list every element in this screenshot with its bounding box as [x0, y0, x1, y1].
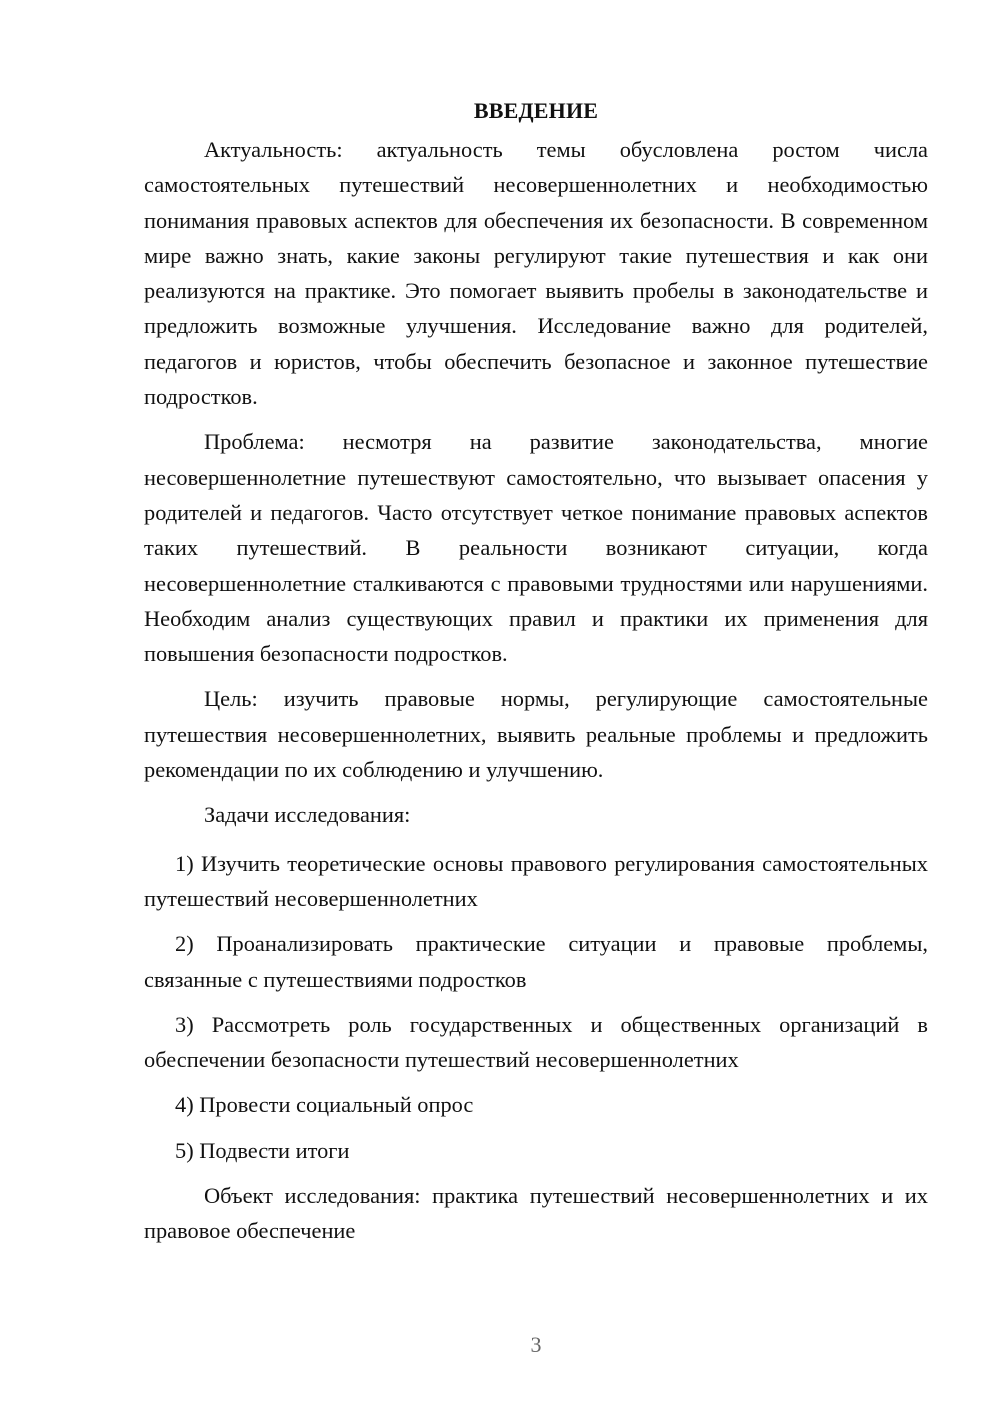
paragraph-problem: Проблема: несмотря на развитие законодательства, многие несовершеннолетние путешествуют самостоятельно, что вызывает опасения у родителей и педагогов. Часто отсутствует четкое понимание правовых аспектов таких путешествий. В реальности возникают ситуации, когда несовершеннолетние сталкиваются с правовыми трудностями или нарушениями. Необходим анализ существующих правил и практики их применения для повышения безопасности подростков. [144, 429, 928, 667]
tasks-heading: Задачи исследования: [204, 802, 411, 828]
task-item-3: 3) Рассмотреть роль государственных и общественных организаций в обеспечении безопасности путешествий несовершеннолетних [144, 1011, 928, 1073]
page-number: 3 [530, 1332, 542, 1357]
task-item-2: 2) Проанализировать практические ситуации и правовые проблемы, связанные с путешествиями подростков [144, 931, 928, 992]
task-item-4: 4) Провести социальный опрос [175, 1092, 474, 1118]
task-item-5: 5) Подвести итоги [175, 1137, 350, 1163]
document-page [144, 93, 928, 1259]
paragraph-goal: Цель: изучить правовые нормы, регулирующие самостоятельные путешествия несовершеннолетних, выявить реальные проблемы и предложить рекомендации по их соблюдению и улучшению. [144, 686, 928, 783]
paragraph-object: Объект исследования: практика путешествий несовершеннолетних и их правовое обеспечение [144, 1183, 928, 1244]
paragraph-relevance: Актуальность: актуальность темы обусловлена ростом числа самостоятельных путешествий несовершеннолетних и необходимостью понимания правовых аспектов для обеспечения их безопасности. В современном мире важно знать, какие законы регулируют такие путешествия и как они реализуются на практике. Это помогает выявить пробелы в законодательстве и предложить возможные улучшения. Исследование важно для родителей, педагогов и юристов, чтобы обеспечить безопасное и законное путешествие подростков. [144, 137, 928, 410]
section-title: ВВЕДЕНИЕ [473, 98, 599, 123]
task-item-1: 1) Изучить теоретические основы правового регулирования самостоятельных путешествий несовершеннолетних [144, 850, 928, 911]
